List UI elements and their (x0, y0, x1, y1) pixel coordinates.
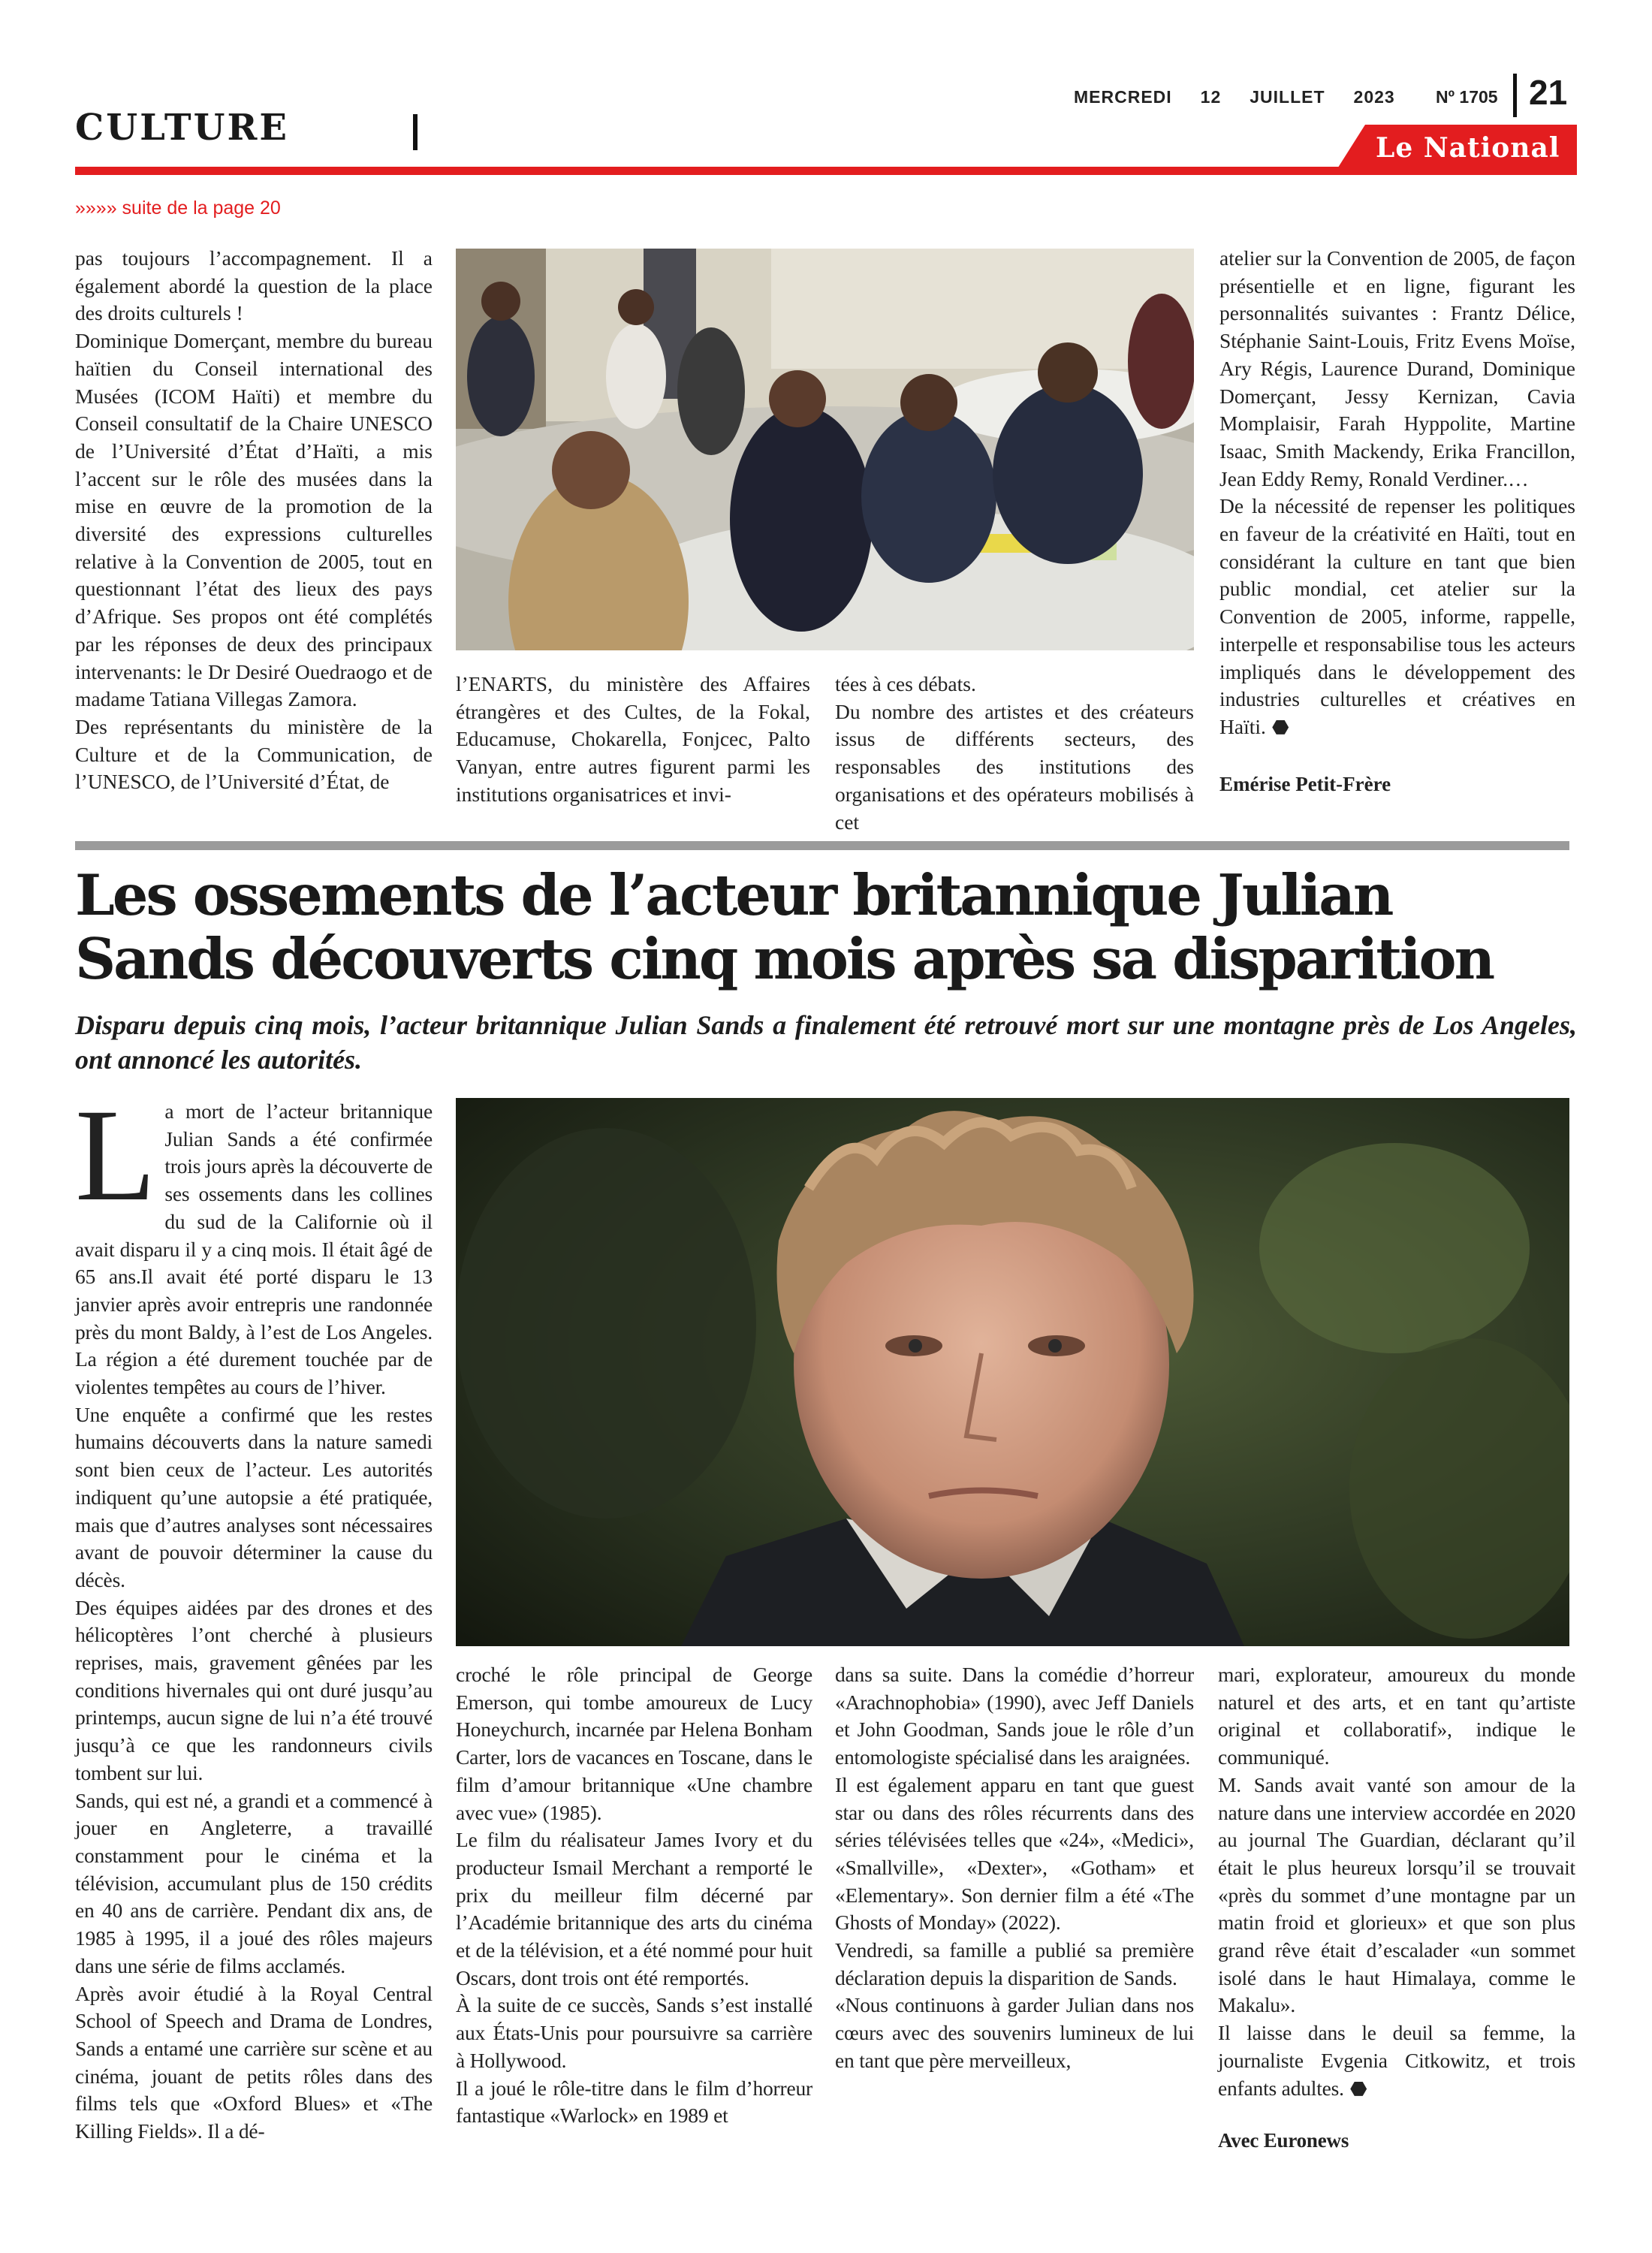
top-article-column-3 (835, 671, 1194, 836)
section-title: CULTURE (75, 107, 289, 149)
paragraph: croché le rôle principal de George Emerson, qui tombe amoureux de Lucy Honeychurch, incarnée par Helena Bonham Carter, lors de vacances en Toscane, dans le film d’amour britannique «Une chambre avec vue» (1985). (456, 1663, 812, 1824)
author-byline: Emérise Petit-Frère (1219, 772, 1391, 795)
continued-from-link[interactable]: »»»» suite de la page 20 (75, 198, 281, 219)
dateline-year: 2023 (1353, 87, 1395, 107)
brand-name: Le National (1376, 132, 1560, 164)
paragraph-text: a mort de l’acteur britannique Julian Sands a été confirmée trois jours après la découverte de ses ossements dans les collines du sud de la Californie où il avait disparu il y a cinq mois. Il était âgé de 65 ans.Il avait été porté disparu le 13 janvier après avoir entrepris une randonnée près du mont Baldy, à l’est de Los Angeles. La région a été durement touchée par de violentes tempêtes au cours de l’hiver. (75, 1099, 433, 1399)
paragraph: Vendredi, sa famille a publié sa première déclaration depuis la disparition de Sands. (835, 1938, 1194, 1989)
dateline-month: JUILLET (1250, 87, 1325, 107)
issue-number: Nº 1705 (1436, 87, 1498, 107)
main-article-column-2 (456, 1661, 812, 2130)
paragraph (1218, 2019, 1575, 2103)
workshop-photo-image (456, 249, 1194, 650)
header-rule (75, 167, 1577, 175)
dateline (1074, 87, 1395, 107)
article-separator (75, 841, 1569, 850)
end-of-article-mark: ⬣ (1349, 2077, 1367, 2100)
page-number-divider (1513, 74, 1517, 117)
top-article-column-1 (75, 245, 433, 796)
paragraph: dans sa suite. Dans la comédie d’horreur «Arachnophobia» (1990), avec Jeff Daniels et John Goodman, Sands joue le rôle d’un entomologiste spécialisé dans les araignées. (835, 1663, 1194, 1769)
paragraph: atelier sur la Convention de 2005, de façon présentielle et en ligne, figurant les personnalités suivantes : Frantz Délice, Stéphanie Saint-Louis, Fritz Evens Moïse, Ary Régis, Laurence Durand, Dominique Domerçant, Jessy Kernizan, Cavia Momplaisir, Farah Hyppolite, Martine Isaac, Smith Mackendy, Erika Francillon, Jean Eddy Remy, Ronald Verdiner.… (1219, 246, 1575, 490)
section-divider (413, 114, 418, 150)
paragraph: Après avoir étudié à la Royal Central School of Speech and Drama de Londres, Sands a entamé une carrière sur scène et au cinéma, jouant de petits rôles dans des films tels que «Oxford Blues» et «The Killing Fields». Il a dé- (75, 1981, 433, 2143)
paragraph: «Nous continuons à garder Julian dans nos cœurs avec des souvenirs lumineux de lui en tant que père merveilleux, (835, 1993, 1194, 2072)
paragraph: mari, explorateur, amoureux du monde naturel et des arts, et en tant qu’artiste original et collaboratif», indique le communiqué. (1218, 1663, 1575, 1769)
paragraph: l’ENARTS, du ministère des Affaires étrangères et des Cultes, de la Fokal, Educamuse, Chokarella, Fonjcec, Palto Vanyan, entre autres figurent parmi les institutions organisatrices et invi- (456, 672, 810, 806)
dateline-day: MERCREDI (1074, 87, 1172, 107)
drop-cap: L (75, 1082, 156, 1229)
main-article-column-4 (1218, 1661, 1575, 2155)
main-article-column-1 (75, 1082, 433, 2146)
article-headline: Les ossements de l’acteur britannique Julian Sands découverts cinq mois après sa disparition (75, 862, 1494, 992)
paragraph: Des représentants du ministère de la Culture et de la Communication, de l’UNESCO, de l’Université d’État, de (75, 714, 433, 794)
paragraph: Il est également apparu en tant que guest star ou dans des rôles récurrents dans des séries télévisées telles que «24», «Medici», «Smallville», «Dexter», «Gotham» et «Elementary». Son dernier film a été «The Ghosts of Monday» (2022). (835, 1772, 1194, 1935)
paragraph: Des équipes aidées par des drones et des hélicoptères l’ont cherché à plusieurs reprises, mais, gravement gênées par les conditions hivernales qui ont duré jusqu’au printemps, aucun signe de lui n’a été trouvé jusqu’à ce que les randonneurs civils tombent sur lui. (75, 1595, 433, 1784)
article-source: Avec Euronews (1218, 2129, 1349, 2152)
paragraph: Le film du réalisateur James Ivory et du producteur Ismail Merchant a remporté le prix du meilleur film décerné par l’Académie britannique des arts du cinéma et de la télévision, et a été nommé pour huit Oscars, dont trois ont été remportés. (456, 1828, 812, 1989)
julian-sands-portrait (456, 1098, 1569, 1646)
paragraph: tées à ces débats. (835, 672, 976, 695)
article-standfirst: Disparu depuis cinq mois, l’acteur britannique Julian Sands a finalement été retrouvé mort sur une montagne près de Los Angeles, ont annoncé les autorités. (75, 1010, 1577, 1075)
paragraph (1219, 493, 1575, 741)
main-article-column-3 (835, 1661, 1194, 2075)
julian-sands-portrait-image (456, 1098, 1569, 1646)
dateline-date: 12 (1200, 87, 1222, 107)
workshop-photo (456, 249, 1194, 650)
top-article-column-2 (456, 671, 810, 809)
end-of-article-mark: ⬣ (1271, 716, 1289, 738)
top-article-column-4 (1219, 245, 1575, 798)
paragraph: Du nombre des artistes et des créateurs issus de différents secteurs, des responsables des institutions des organisations et des opérateurs mobilisés à cet (835, 699, 1194, 834)
paragraph-text: De la nécessité de repenser les politiques en faveur de la créativité en Haïti, tout en considérant la culture en tant que bien public mondial, cet atelier sur la Convention de 2005, informe, rappelle, interpelle et responsabilise tous les acteurs impliqués dans le développement des industries culturelles et créatives en Haïti. (1219, 494, 1575, 738)
paragraph: Sands, qui est né, a grandi et a commencé à jouer en Angleterre, a travaillé constamment pour le cinéma et la télévision, accumulant plus de 150 crédits en 40 ans de carrière. Pendant dix ans, de 1985 à 1995, il a joué des rôles majeurs dans une série de films acclamés. (75, 1788, 433, 1977)
paragraph: Dominique Domerçant, membre du bureau haïtien du Conseil international des Musées (ICOM Haïti) et membre du Conseil consultatif de la Chaire UNESCO de l’Université d’État d’Haïti, a mis l’accent sur le rôle des musées dans la mise en œuvre de la promotion de la diversité des expressions culturelles relative à la Convention de 2005, tout en questionnant l’état des lieux des pays d’Afrique. Ses propos ont été complétés par les réponses de deux des principaux intervenants: le Dr Desiré Ouedraogo et de madame Tatiana Villegas Zamora. (75, 329, 433, 711)
paragraph: Une enquête a confirmé que les restes humains découverts dans la nature samedi sont bien ceux de l’acteur. Les autorités indiquent qu’une autopsie a été pratiquée, mais que d’autres analyses sont nécessaires avant de pouvoir déterminer la cause du décès. (75, 1402, 433, 1591)
paragraph: À la suite de ce succès, Sands s’est installé aux États-Unis pour poursuivre sa carrière à Hollywood. (456, 1993, 812, 2072)
paragraph: Il a joué le rôle-titre dans le film d’horreur fantastique «Warlock» en 1989 et (456, 2076, 812, 2128)
paragraph: pas toujours l’accompagnement. Il a également abordé la question de la place des droits culturels ! (75, 246, 433, 325)
paragraph: M. Sands avait vanté son amour de la nature dans une interview accordée en 2020 au journal The Guardian, déclarant qu’il était le plus heureux lorsqu’il se trouvait «près du sommet d’une montagne par un matin froid et glorieux» et que son plus grand rêve était d’escalader «un sommet isolé dans le haut Himalaya, comme le Makalu». (1218, 1772, 1575, 2017)
lead-paragraph (75, 1082, 433, 1401)
paragraph-text: Il laisse dans le deuil sa femme, la journaliste Evgenia Citkowitz, et trois enfants adultes. (1218, 2021, 1575, 2100)
page-number: 21 (1529, 73, 1568, 112)
